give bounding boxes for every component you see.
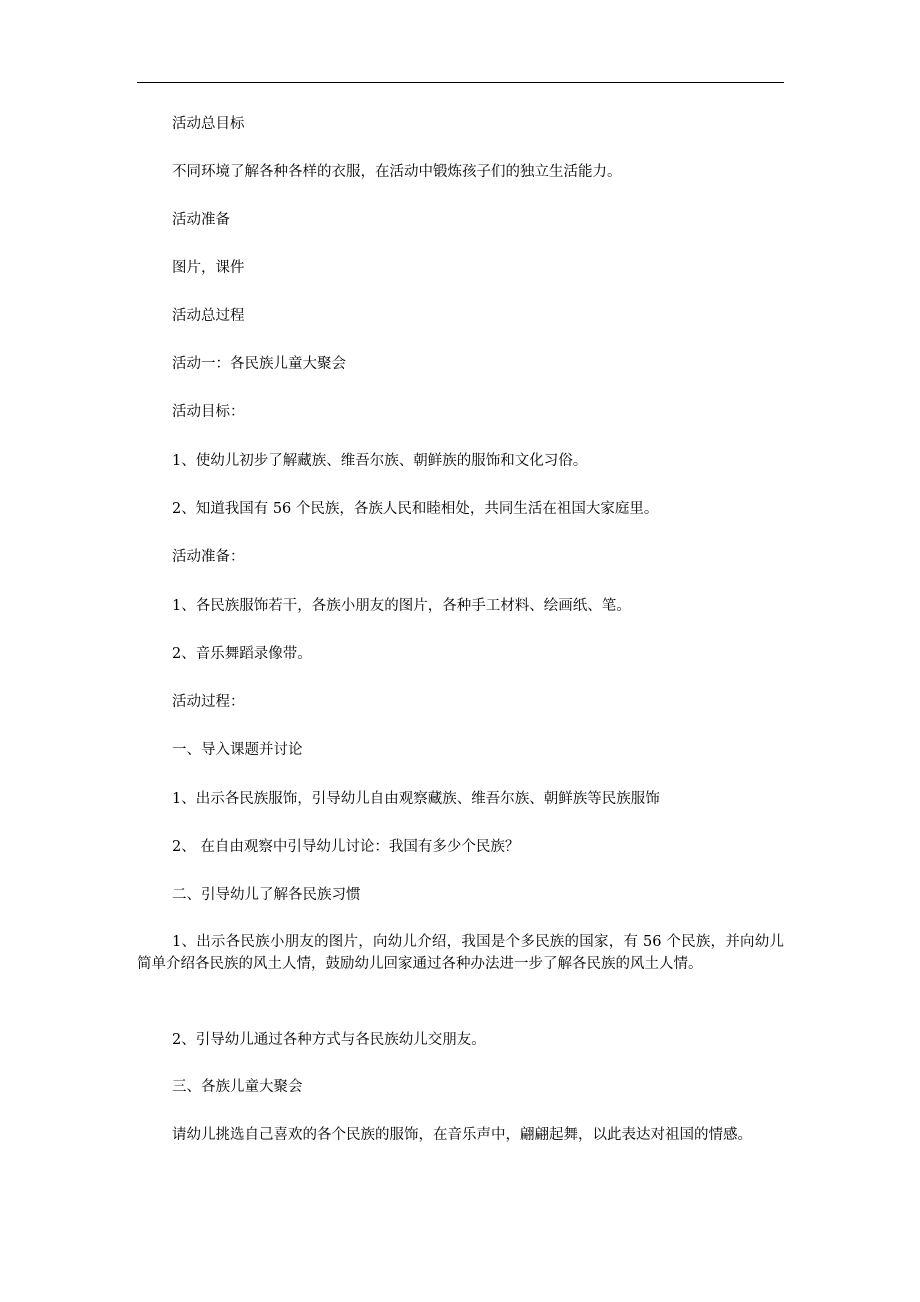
preparation-item-2: 2、音乐舞蹈录像带。 bbox=[172, 646, 312, 662]
heading-activity-process: 活动过程： bbox=[172, 694, 245, 710]
goal-item-1: 1、使幼儿初步了解藏族、维吾尔族、朝鲜族的服饰和文化习俗。 bbox=[172, 453, 588, 469]
section-one-heading: 一、导入课题并讨论 bbox=[172, 742, 303, 758]
paragraph-preparation: 图片，课件 bbox=[172, 260, 245, 276]
heading-activity-goals: 活动目标： bbox=[172, 404, 245, 420]
heading-activity-one: 活动一：各民族儿童大聚会 bbox=[172, 356, 346, 372]
section-one-item-2: 2、 在自由观察中引导幼儿讨论：我国有多少个民族？ bbox=[172, 839, 520, 855]
header-rule bbox=[137, 82, 784, 83]
paragraph-overall-goal: 不同环境了解各种各样的衣服，在活动中锻炼孩子们的独立生活能力。 bbox=[172, 164, 622, 180]
section-one-item-1: 1、出示各民族服饰，引导幼儿自由观察藏族、维吾尔族、朝鲜族等民族服饰 bbox=[172, 791, 660, 807]
section-two-item-2: 2、引导幼儿通过各种方式与各民族幼儿交朋友。 bbox=[172, 1032, 486, 1048]
heading-overall-process: 活动总过程 bbox=[172, 308, 245, 324]
section-two-heading: 二、引导幼儿了解各民族习惯 bbox=[172, 887, 361, 903]
heading-overall-goal: 活动总目标 bbox=[172, 116, 245, 132]
preparation-item-1: 1、各民族服饰若干，各族小朋友的图片，各种手工材料、绘画纸、笔。 bbox=[172, 598, 631, 614]
section-three-paragraph: 请幼儿挑选自己喜欢的各个民族的服饰，在音乐声中，翩翩起舞，以此表达对祖国的情感。 bbox=[172, 1127, 752, 1143]
heading-activity-preparation: 活动准备： bbox=[172, 549, 245, 565]
heading-preparation: 活动准备 bbox=[172, 212, 230, 228]
section-two-item-1: 1、出示各民族小朋友的图片，向幼儿介绍，我国是个多民族的国家，有 56 个民族，并向幼儿简单介绍各民族的风土人情，鼓励幼儿回家通过各种办法进一步了解各民族的风土人情。 bbox=[137, 934, 784, 972]
goal-item-2: 2、知道我国有 56 个民族，各族人民和睦相处，共同生活在祖国大家庭里。 bbox=[172, 501, 659, 517]
section-three-heading: 三、各族儿童大聚会 bbox=[172, 1079, 303, 1095]
